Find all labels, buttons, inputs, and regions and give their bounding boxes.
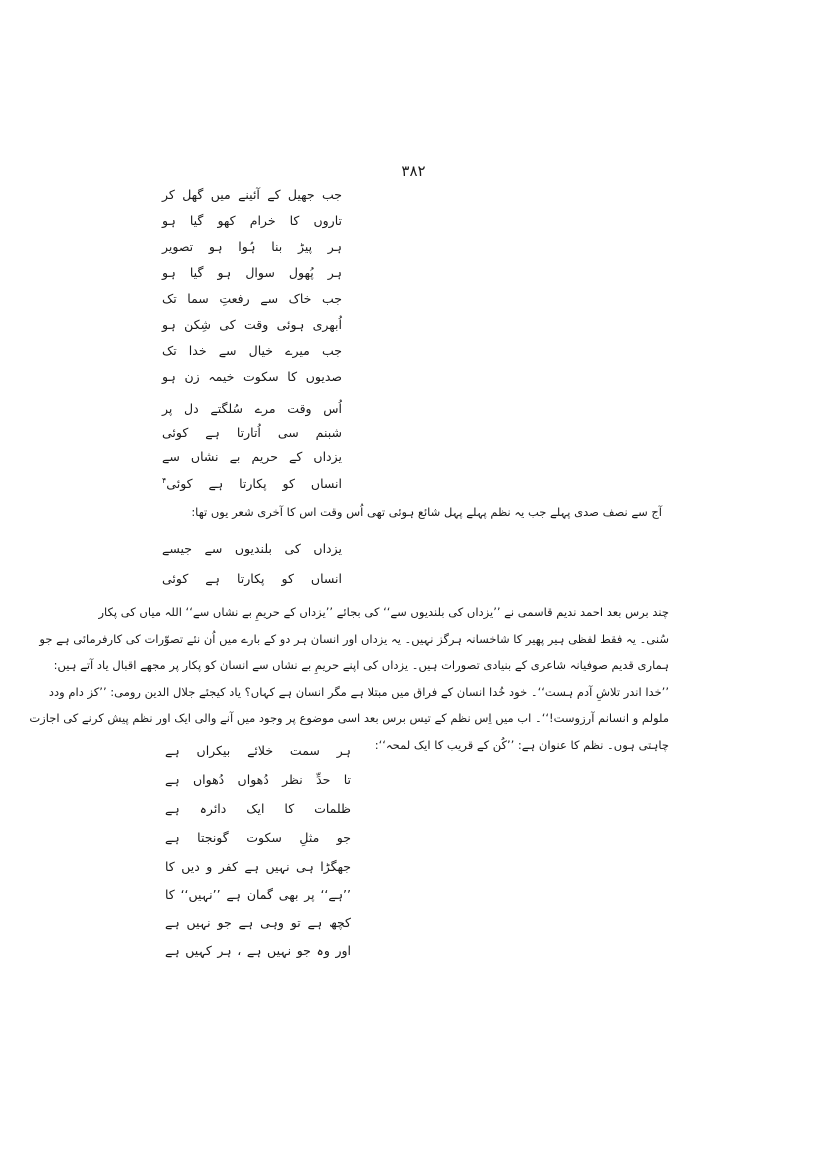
verse-line: صدیوں کا سکوت خیمہ زن ہو: [162, 369, 342, 384]
paragraph-line: ’’خدا اندر تلاشِ آدم ہست‘‘۔ خود خُدا انسان کے فراق میں مبتلا ہے مگر انسان ہے کہاں؟ یاد کیجئے جلال الدین رومی: ’’کز دام ودد: [48, 684, 669, 699]
verse-line: اُس وقت مرے سُلگتے دل پر: [162, 401, 342, 416]
verse-line: کچھ ہے تو وہی ہے جو نہیں ہے: [165, 915, 351, 930]
paragraph-line: ملولم و انسانم آرزوست!‘‘۔ اب میں اِس نظم کے تیس برس بعد اسی موضوع پر وجود میں آنے والی ایک اور نظم پیش کرنے کی اجازت: [29, 711, 669, 725]
verse-line: ہر سمت خلائے بیکراں ہے: [165, 743, 351, 758]
verse-line: اور وہ جو نہیں ہے ، ہر کہیں ہے: [165, 943, 351, 958]
paragraph-line: چند برس بعد احمد ندیم قاسمی نے ’’یزداں کی بلندیوں سے‘‘ کی بجائے ’’یزداں کے حریمِ بے نشاں سے‘‘ اللہ میاں کی پکار: [98, 605, 669, 619]
verse-line: جھگڑا ہی نہیں ہے کفر و دیں کا: [165, 859, 351, 874]
verse-line: تاروں کا خرام کھو گیا ہو: [162, 213, 342, 228]
verse-line: جب جھیل کے آئینے میں گھل کر: [162, 187, 342, 202]
verse-line: ہر پیڑ بنا ہُوا ہو تصویر: [162, 239, 342, 254]
verse-line: جب میرے خیال سے خدا تک: [162, 343, 342, 358]
verse-line: انساں کو پکارتا ہے کوئی: [162, 571, 342, 586]
verse-line: ہر پُھول سوال ہو گیا ہو: [162, 265, 342, 280]
verse-line: ظلمات کا ایک دائرہ ہے: [165, 801, 351, 816]
verse-line: جو مثلِ سکوت گونجتا ہے: [165, 830, 351, 845]
verse-line: جب خاک سے رفعتِ سما تک: [162, 291, 342, 306]
verse-line: یزداں کی بلندیوں سے جیسے: [162, 541, 342, 556]
paragraph-line: چاہتی ہوں۔ نظم کا عنوان ہے: ’’کُن کے قریب کا ایک لمحہ‘‘:: [374, 737, 669, 752]
verse-line: [162, 472, 342, 493]
verse-line: یزداں کے حریم بے نشاں سے: [162, 449, 342, 464]
intro-line: آج سے نصف صدی پہلے جب یہ نظم پہلے پہل شائع ہوئی تھی اُس وقت اس کا آخری شعر یوں تھا:: [191, 505, 662, 519]
verse-line: شبنم سی اُتارتا ہے کوئی: [162, 425, 342, 440]
verse-line: تا حدِّ نظر دُھواں دُھواں ہے: [165, 772, 351, 787]
paragraph: [29, 599, 669, 758]
verse-line: ’’ہے‘‘ پر بھی گمان ہے ’’نہیں‘‘ کا: [165, 887, 351, 902]
page-number: ۳۸۲: [401, 162, 426, 180]
paragraph-line: سُنی۔ یہ فقط لفظی ہیر پھیر کا شاخسانہ ہرگز نہیں۔ یہ یزداں اور انسان ہر دو کے بارے میں اُن نئے تصوّرات کی کارفرمائی ہے جو: [39, 631, 669, 646]
paragraph-line: ہماری قدیم صوفیانہ شاعری کے بنیادی تصورات ہیں۔ یزداں کی اپنے حریمِ بے نشاں سے انسان کو پکار پر مجھے اقبال یاد آتے ہیں:: [53, 658, 669, 672]
footnote-marker: ۴: [162, 476, 167, 485]
verse-line: اُبھری ہوئی وقت کی شِکن ہو: [162, 317, 342, 332]
verse-text: انساں کو پکارتا ہے کوئی: [166, 476, 342, 492]
